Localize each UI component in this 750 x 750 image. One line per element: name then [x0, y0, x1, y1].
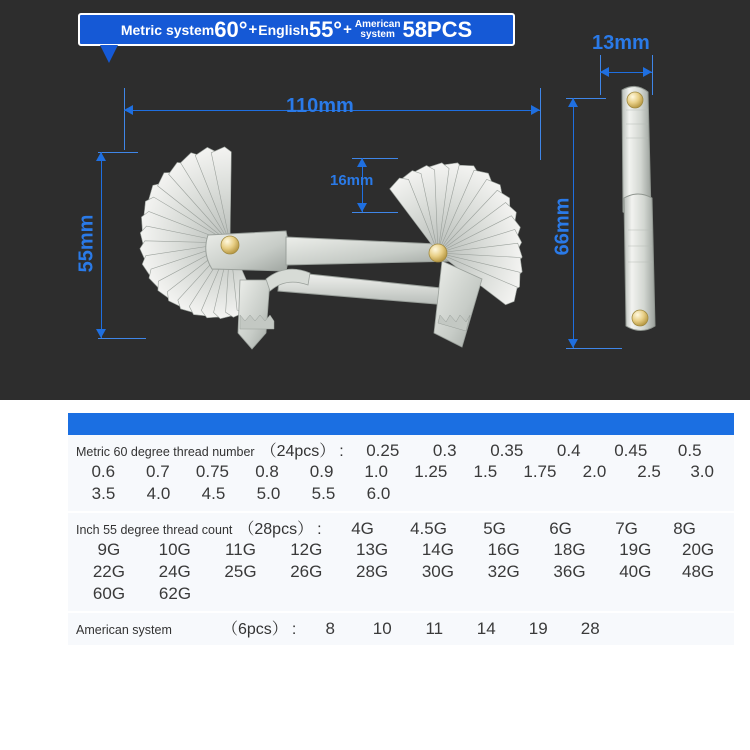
left-height-ext-line-bottom: [98, 338, 146, 339]
spec-value: 40G: [619, 562, 652, 581]
spec-inch-header: [68, 516, 734, 539]
spec-american-title: American system: [76, 623, 172, 637]
spec-value: 0.4: [556, 441, 581, 460]
spec-value: 48G: [682, 562, 715, 581]
spec-value: 14G: [421, 540, 454, 559]
spec-inch-line-2: [68, 539, 734, 561]
spec-value: 6G: [549, 519, 572, 538]
spec-value: 4.5G: [410, 519, 447, 538]
spec-value: 8: [325, 619, 335, 638]
spec-value: 0.45: [614, 441, 648, 460]
spec-metric-count: （24pcs）: [260, 443, 336, 460]
spec-value: 16G: [487, 540, 520, 559]
spec-value: 19: [528, 619, 548, 638]
spec-value: 1.75: [523, 462, 557, 481]
thread-gauge-folded-illustration: [592, 80, 682, 360]
right-width-arrow-end: [643, 67, 652, 77]
right-height-arrow-top: [568, 98, 578, 107]
spec-value: 0.25: [366, 441, 400, 460]
spec-american-header: [68, 616, 734, 639]
spec-inch-line-4: [68, 583, 734, 605]
spec-value: 4G: [351, 519, 374, 538]
spec-value: 1.0: [364, 462, 388, 481]
spec-value: 22G: [92, 562, 125, 581]
banner-metric-label: Metric system: [120, 21, 215, 38]
left-width-label: 110mm: [286, 95, 354, 117]
spec-value: 3.0: [690, 462, 714, 481]
spec-value: 8G: [673, 519, 696, 538]
spec-value: 28: [580, 619, 600, 638]
spec-value: 0.75: [195, 462, 229, 481]
spec-value: 4.0: [146, 484, 171, 503]
spec-value: 5.0: [256, 484, 281, 503]
banner-american-label: [355, 20, 401, 40]
spec-inch-title: Inch 55 degree thread count: [76, 523, 233, 537]
spec-value: 2.0: [582, 462, 607, 481]
spec-value: 13G: [356, 540, 389, 559]
left-height-arrow-bottom: [96, 329, 106, 338]
spec-value: 28G: [356, 562, 389, 581]
spec-value: 0.3: [432, 441, 457, 460]
spec-value: 0.35: [490, 441, 524, 460]
left-width-ext-line-end: [540, 88, 541, 160]
spec-value: 3.5: [91, 484, 116, 503]
banner-plus-2: +: [343, 21, 352, 38]
spec-value: 2.5: [637, 462, 661, 481]
spec-value: 36G: [553, 562, 586, 581]
specification-area: [0, 400, 750, 750]
spec-value: 32G: [487, 562, 520, 581]
right-height-arrow-bottom: [568, 339, 578, 348]
right-height-ext-bottom: [566, 348, 622, 349]
spec-value: 1.25: [414, 462, 448, 481]
spec-inch-colon: :: [317, 521, 322, 538]
spec-value: 0.7: [146, 462, 170, 481]
inner-arrow-bottom: [357, 203, 367, 212]
right-width-label: 13mm: [592, 32, 650, 54]
spec-value: 12G: [290, 540, 323, 559]
left-handle-plate: [206, 231, 290, 271]
left-rivet: [221, 236, 239, 254]
spec-metric-line-3: [68, 483, 734, 505]
left-height-arrow-top: [96, 152, 106, 161]
left-height-label: 55mm: [75, 214, 98, 273]
spec-value: 11G: [225, 540, 256, 559]
banner-american-line2: system: [360, 28, 395, 40]
spec-value: 11: [425, 619, 444, 638]
spec-value: 24G: [158, 562, 191, 581]
spec-american-count: （6pcs）: [222, 621, 288, 638]
banner-english-label: English: [258, 21, 309, 38]
inner-arrow-top: [357, 158, 367, 167]
spec-block-metric: [68, 435, 734, 513]
spec-value: 62G: [158, 584, 192, 603]
spec-value: 60G: [92, 584, 126, 603]
spec-value: 9G: [97, 540, 121, 559]
spec-value: 5G: [483, 519, 506, 538]
spec-value: 6.0: [366, 484, 391, 503]
spec-block-american: [68, 613, 734, 647]
spec-value: 0.9: [309, 462, 334, 481]
banner-total-pcs: 58PCS: [402, 16, 473, 42]
spec-value: 26G: [290, 562, 323, 581]
right-width-ext-end: [652, 55, 653, 95]
right-width-arrow-start: [600, 67, 609, 77]
spec-inch-line-3: [68, 561, 734, 583]
banner-american-line1: American: [354, 18, 401, 30]
spec-value: 19G: [619, 540, 652, 559]
title-banner: [78, 13, 515, 46]
banner-metric-angle: 60°: [214, 16, 248, 42]
folded-bottom-rivet: [632, 310, 648, 326]
right-height-label: 66mm: [551, 197, 574, 256]
spec-value: 14: [476, 619, 496, 638]
left-height-dim-line: [101, 152, 102, 338]
spec-value: 4.5: [201, 484, 226, 503]
spec-value: 20G: [682, 540, 715, 559]
right-rivet: [429, 244, 447, 262]
left-width-ext-line-start: [124, 88, 125, 150]
spec-value: 1.5: [473, 462, 498, 481]
spec-american-colon: :: [291, 621, 297, 638]
spec-metric-line-2: [68, 461, 734, 483]
spec-block-inch: [68, 513, 734, 613]
banner-pointer-triangle: [100, 45, 118, 63]
spec-value: 18G: [553, 540, 586, 559]
folded-top-rivet: [627, 92, 643, 108]
spec-value: 0.5: [677, 441, 702, 460]
specification-card: [68, 413, 734, 647]
spec-value: 7G: [615, 519, 638, 538]
spec-value: 5.5: [311, 484, 336, 503]
left-width-arrow-start: [124, 105, 133, 115]
spec-accent-bar: [68, 413, 734, 435]
spec-metric-title: Metric 60 degree thread number: [76, 445, 255, 459]
spec-value: 0.6: [91, 462, 116, 481]
banner-plus-1: +: [248, 21, 258, 38]
banner-english-angle: 55°: [308, 16, 343, 42]
spec-value: 25G: [224, 562, 257, 581]
spec-inch-count: （28pcs）: [238, 521, 314, 538]
inner-dim-label: 16mm: [330, 172, 374, 189]
spec-value: 30G: [421, 562, 454, 581]
inner-ext-line-bottom: [352, 212, 398, 213]
spec-value: 10G: [158, 540, 191, 559]
spec-value: 10: [372, 619, 392, 638]
spec-value: 0.8: [255, 462, 279, 481]
left-width-arrow-end: [531, 105, 540, 115]
spec-metric-colon: :: [339, 443, 344, 460]
spec-metric-header: [68, 438, 734, 461]
